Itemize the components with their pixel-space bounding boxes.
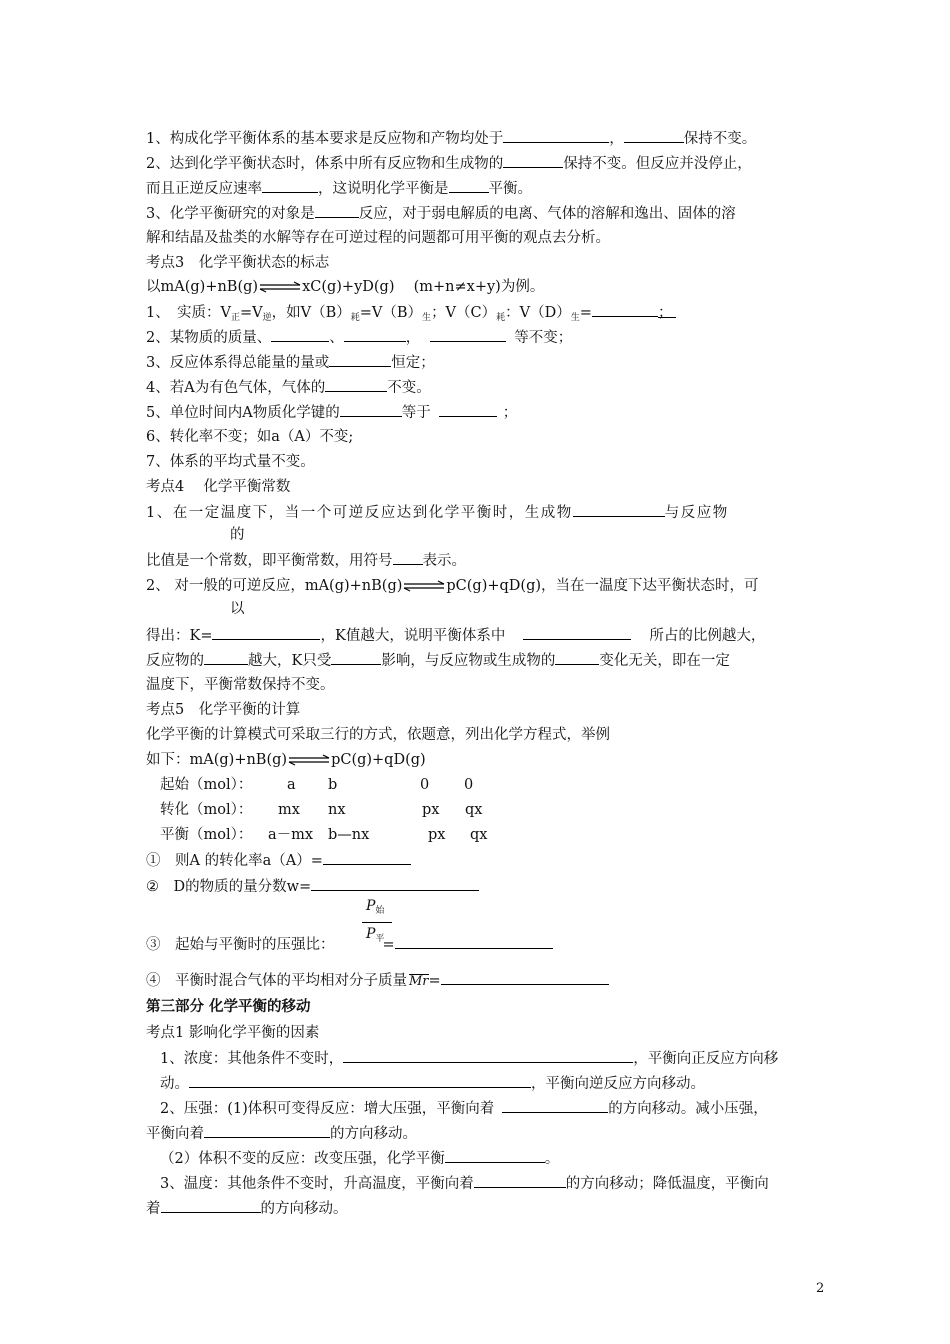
blank[interactable] [523,625,631,640]
shift-temperature: 3、温度：其他条件不变时，升高温度，平衡向着 的方向移动；降低温度，平衡向 [160,1173,769,1194]
blank[interactable] [573,502,665,517]
equilibrium-arrow-icon [258,281,302,293]
constant-1-wrap: 的 [230,527,245,543]
statement-2: 2、达到化学平衡状态时，体系中所有反应物和生成物的 保持不变。但反应并没停止， [146,153,752,174]
mark-7: 7、体系的平均式量不变。 [146,454,315,470]
fraction-bar [362,922,392,923]
blank[interactable] [271,327,329,342]
shift-temperature-cont: 着 的方向移动。 [146,1198,348,1219]
statement-2-cont: 而且正逆反应速率 ，这说明化学平衡是 平衡。 [146,178,532,199]
blank[interactable] [340,402,402,417]
constant-2: 2、 对一般的可逆反应，mA(g)+nB(g) pC(g)+qD(g)，当在一温度下达平衡状态时，可 [146,578,759,594]
question-3: ③ 起始与平衡时的压强比： = [146,934,553,955]
blank[interactable] [449,178,489,193]
blank[interactable] [329,352,391,367]
blank[interactable]: ； [658,303,676,318]
constant-1-cont: 比值是一个常数，即平衡常数，用符号 表示。 [146,550,466,571]
section-heading-4: 考点4 化学平衡常数 [146,479,291,495]
shift-pressure-cont: 平衡向着 的方向移动。 [146,1123,417,1144]
mark-4: 4、若A为有色气体，气体的 不变。 [146,377,431,398]
blank[interactable] [555,650,599,665]
blank[interactable] [315,203,359,218]
equilibrium-arrow-icon [402,580,446,592]
blank[interactable] [262,178,318,193]
blank[interactable] [393,550,423,565]
blank[interactable] [439,402,497,417]
mark-6: 6、转化率不变；如a（A）不变; [146,429,354,445]
blank[interactable] [189,1073,531,1088]
constant-2-wrap: 以 [230,601,245,617]
blank[interactable] [474,1173,566,1188]
page-number: 2 [816,1281,825,1296]
table-row: 起始（mol）： a b 0 0 [160,777,474,793]
blank[interactable] [592,302,658,317]
blank[interactable] [204,1123,330,1138]
blank[interactable] [204,650,248,665]
question-4: ④ 平衡时混合气体的平均相对分子质量 Mr= [146,970,609,991]
constant-2-cont: 得出：K= ，K值越大，说明平衡体系中 所占的比例越大， [146,625,765,646]
blank[interactable] [331,650,381,665]
blank[interactable] [395,934,553,949]
blank[interactable] [343,1048,633,1063]
mark-1: 1、 实质：$V_正=V_逆$，如$V(B)_耗=V(B)_生$；$V(C)_耗$：$V(D)_生=$ ； [146,302,676,328]
blank[interactable] [212,625,320,640]
equilibrium-arrow-icon [287,754,331,766]
blank[interactable] [502,1098,608,1113]
shift-concentration-cont: 动。 ，平衡向逆反应方向移动。 [160,1073,705,1094]
calc-equation: 如下：mA(g)+nB(g) pC(g)+qD(g) [146,752,426,768]
mark-2: 2、某物质的质量、 、 ， 等不变； [146,327,572,348]
question-1: ① 则A 的转化率a（A）= [146,850,411,871]
section-heading-3: 考点3 化学平衡状态的标志 [146,255,330,271]
blank[interactable] [441,970,609,985]
part-title: 第三部分 化学平衡的移动 [146,999,311,1015]
shift-concentration: 1、浓度：其他条件不变时， ，平衡向正反应方向移 [160,1048,778,1069]
blank[interactable] [445,1148,545,1163]
table-row: 转化（mol）： mx nx px qx [160,802,483,818]
blank[interactable] [323,850,411,865]
equation-line: 以mA(g)+nB(g) xC(g)+yD(g) (m+n≠x+y)为例。 [146,279,545,295]
shift-pressure-2: （2）体积不变的反应：改变压强，化学平衡 。 [160,1148,559,1169]
question-2: ② D的物质的量分数w= [146,876,479,897]
blank[interactable] [161,1198,261,1213]
blank[interactable] [503,153,563,168]
blank[interactable] [325,377,387,392]
statement-3-cont: 解和结晶及盐类的水解等存在可逆过程的问题都可用平衡的观点去分析。 [146,230,610,246]
shift-heading-1: 考点1 影响化学平衡的因素 [146,1025,320,1041]
statement-3: 3、化学平衡研究的对象是 反应，对于弱电解质的电离、气体的溶解和逸出、固体的溶 [146,203,736,224]
statement-1: 1、构成化学平衡体系的基本要求是反应物和产物均处于 ， 保持不变。 [146,128,756,149]
constant-2-cont3: 温度下，平衡常数保持不变。 [146,677,335,693]
blank[interactable] [624,128,684,143]
mark-5: 5、单位时间内A物质化学键的 等于 ； [146,402,517,423]
blank[interactable] [311,876,479,891]
blank[interactable] [344,327,406,342]
constant-2-cont2: 反应物的 越大，K只受 影响，与反应物或生成物的 变化无关，即在一定 [146,650,730,671]
blank[interactable] [430,327,506,342]
blank[interactable] [503,128,609,143]
constant-1: 1、在一定温度下，当一个可逆反应达到化学平衡时，生成物 与反应物 [146,502,729,523]
calc-intro: 化学平衡的计算模式可采取三行的方式，依题意，列出化学方程式，举例 [146,727,610,743]
shift-pressure: 2、压强：(1)体积可变得反应：增大压强，平衡向着 的方向移动。减小压强， [160,1098,768,1119]
table-row: 平衡（mol）： a－mx b—nx px qx [160,827,488,843]
mark-3: 3、反应体系得总能量的量或 恒定； [146,352,435,373]
section-heading-5: 考点5 化学平衡的计算 [146,702,301,718]
